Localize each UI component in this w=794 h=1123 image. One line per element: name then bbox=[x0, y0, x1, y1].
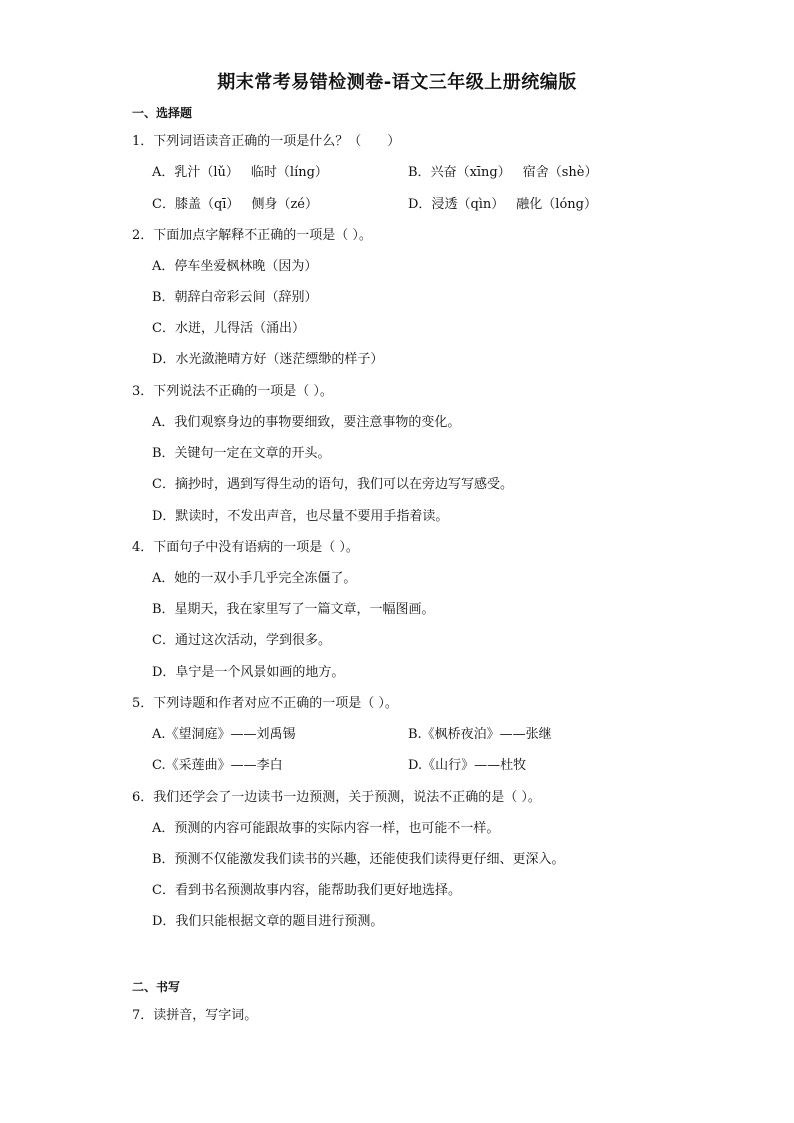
q2-option-b: B．朝辞白帝彩云间（辞别） bbox=[152, 290, 318, 305]
q6-option-a: A．预测的内容可能跟故事的实际内容一样，也可能不一样。 bbox=[152, 821, 500, 836]
option-word: 浸透（qìn） bbox=[431, 197, 505, 212]
page-title: 期末常考易错检测卷-语文三年级上册统编版 bbox=[217, 72, 577, 93]
q6-option-d: D．我们只能根据文章的题目进行预测。 bbox=[152, 914, 384, 929]
question-2: 2．下面加点字解释不正确的一项是（ ）。 bbox=[132, 228, 372, 243]
q3-option-a: A．我们观察身边的事物要细致，要注意事物的变化。 bbox=[152, 415, 461, 430]
section-heading-choice: 一、选择题 bbox=[132, 106, 193, 120]
q2-option-d: D．水光潋滟晴方好（迷茫缥缈的样子） bbox=[152, 352, 384, 367]
question-1: 1．下列词语读音正确的一项是什么？（ ） bbox=[132, 134, 401, 149]
q5-option-c: C.《采莲曲》——李白 bbox=[152, 758, 283, 773]
question-7: 7．读拼音，写字词。 bbox=[132, 1008, 258, 1023]
option-letter: C． bbox=[152, 197, 175, 212]
q4-option-d: D．阜宁是一个风景如画的地方。 bbox=[152, 665, 345, 680]
option-letter: A． bbox=[152, 165, 175, 180]
q6-option-c: C．看到书名预测故事内容，能帮助我们更好地选择。 bbox=[152, 883, 461, 898]
option-word: 乳汁（lǔ） bbox=[174, 165, 239, 180]
q5-option-d: D.《山行》——杜牧 bbox=[408, 758, 527, 773]
q1-option-a bbox=[152, 161, 328, 180]
q3-option-c: C．摘抄时，遇到写得生动的语句，我们可以在旁边写写感受。 bbox=[152, 477, 513, 492]
q1-option-b bbox=[408, 161, 598, 180]
q2-option-a: A．停车坐爱枫林晚（因为） bbox=[152, 259, 318, 274]
q3-option-d: D．默读时，不发出声音，也尽量不要用手指着读。 bbox=[152, 509, 449, 524]
q3-option-b: B．关键句一定在文章的开头。 bbox=[152, 446, 331, 461]
q2-option-c: C．水迸，儿得活（涌出） bbox=[152, 321, 305, 336]
option-word: 临时（líng） bbox=[250, 165, 328, 180]
option-word: 膝盖（qī） bbox=[174, 197, 240, 212]
option-letter: D． bbox=[408, 197, 432, 212]
q1-option-c bbox=[152, 193, 318, 212]
q4-option-a: A．她的一双小手几乎完全冻僵了。 bbox=[152, 571, 357, 586]
option-word: 融化（lóng） bbox=[516, 197, 597, 212]
question-4: 4．下面句子中没有语病的一项是（ ）。 bbox=[132, 540, 359, 555]
option-word: 宿舍（shè） bbox=[522, 165, 598, 180]
option-word: 兴奋（xīng） bbox=[430, 165, 511, 180]
option-letter: B． bbox=[408, 165, 431, 180]
q5-option-b: B.《枫桥夜泊》——张继 bbox=[408, 727, 552, 742]
question-5: 5．下列诗题和作者对应不正确的一项是（ ）。 bbox=[132, 696, 398, 711]
q4-option-c: C．通过这次活动，学到很多。 bbox=[152, 633, 331, 648]
q4-option-b: B．星期天，我在家里写了一篇文章，一幅图画。 bbox=[152, 602, 435, 617]
question-6: 6．我们还学会了一边读书一边预测，关于预测，说法不正确的是（ ）。 bbox=[132, 790, 541, 805]
q1-option-d bbox=[408, 193, 597, 212]
q6-option-b: B．预测不仅能激发我们读书的兴趣，还能使我们读得更仔细、更深入。 bbox=[152, 852, 565, 867]
option-word: 侧身（zé） bbox=[251, 197, 318, 212]
section-heading-writing: 二、书写 bbox=[132, 980, 181, 994]
question-3: 3．下列说法不正确的一项是（ ）。 bbox=[132, 384, 333, 399]
q5-option-a: A.《望洞庭》——刘禹锡 bbox=[152, 727, 296, 742]
